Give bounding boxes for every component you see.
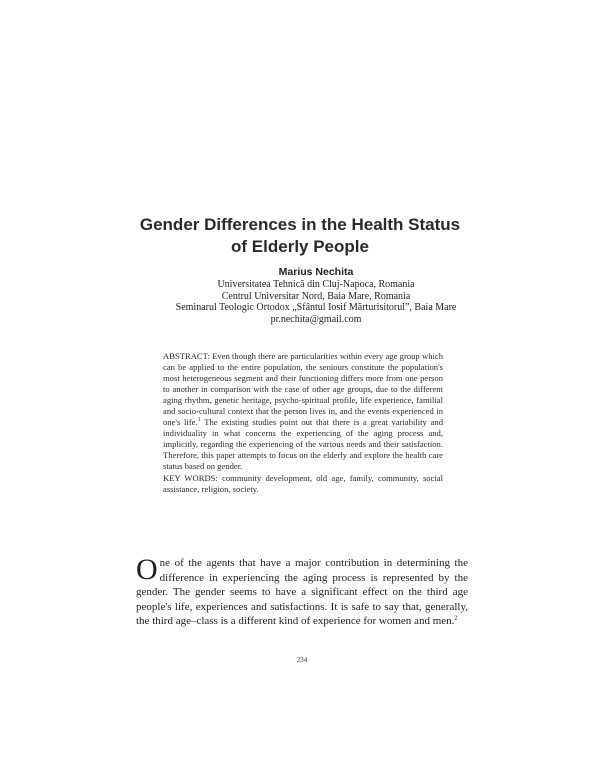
drop-cap: O	[136, 553, 158, 586]
abstract-text-2: The existing studies point out that there is a great variability and individuality in what concerns the experiencing of the aging process and, implicitly, regarding the experiencing of the various needs and their satisfaction. Therefore, this paper attempts to focus on the elderly and explore the health care status based on gender.	[163, 417, 443, 472]
page-number: 234	[296, 656, 308, 664]
body-paragraph-text	[136, 553, 468, 629]
keywords: KEY WORDS: community development, old age, family, community, social assistance, religion, society.	[163, 472, 443, 494]
author-block	[0, 265, 600, 325]
affiliation-1: Universitatea Tehnică din Cluj-Napoca, Romania	[217, 279, 415, 290]
title-line-1: Gender Differences in the Health Status	[139, 215, 461, 234]
abstract-paragraph	[163, 351, 443, 473]
affiliation-2: Centrul Universitar Nord, Baia Mare, Romania	[221, 290, 411, 302]
body-paragraph	[136, 553, 468, 629]
author-email: pr.nechita@gmail.com	[270, 313, 362, 325]
author-name: Marius Nechita	[278, 266, 354, 278]
footnote-marker-2: 2	[454, 615, 458, 622]
article-title	[0, 214, 600, 258]
footnote-marker-1: 1	[197, 417, 201, 424]
body-text: ne of the agents that have a major contribution in determining the difference in experiencing the aging process is represented by the gender. The gender seems to have a significant effect on the third age people's life, experiences and satisfactions. It is safe to say that, generally, the third age–class is a different kind of experience for women and men.	[136, 557, 468, 628]
abstract-text-1: ABSTRACT: Even though there are particularities within every age group which can be applied to the entire population, the seniours constitute the population's most heterogeneous segment and their functioning differs more from one person to another in comparison with the case of other age groups, due to the different aging rhythm, genetic heritage, psycho-spiritual profile, life experience, familial and socio-cultural context that the person lives in, and the events experienced in one's life.	[163, 351, 443, 428]
abstract	[163, 351, 443, 495]
affiliation-3: Seminarul Teologic Ortodox „Sfântul Iosif Mărturisitorul”, Baia Mare	[175, 302, 457, 314]
title-line-2: of Elderly People	[231, 237, 369, 256]
